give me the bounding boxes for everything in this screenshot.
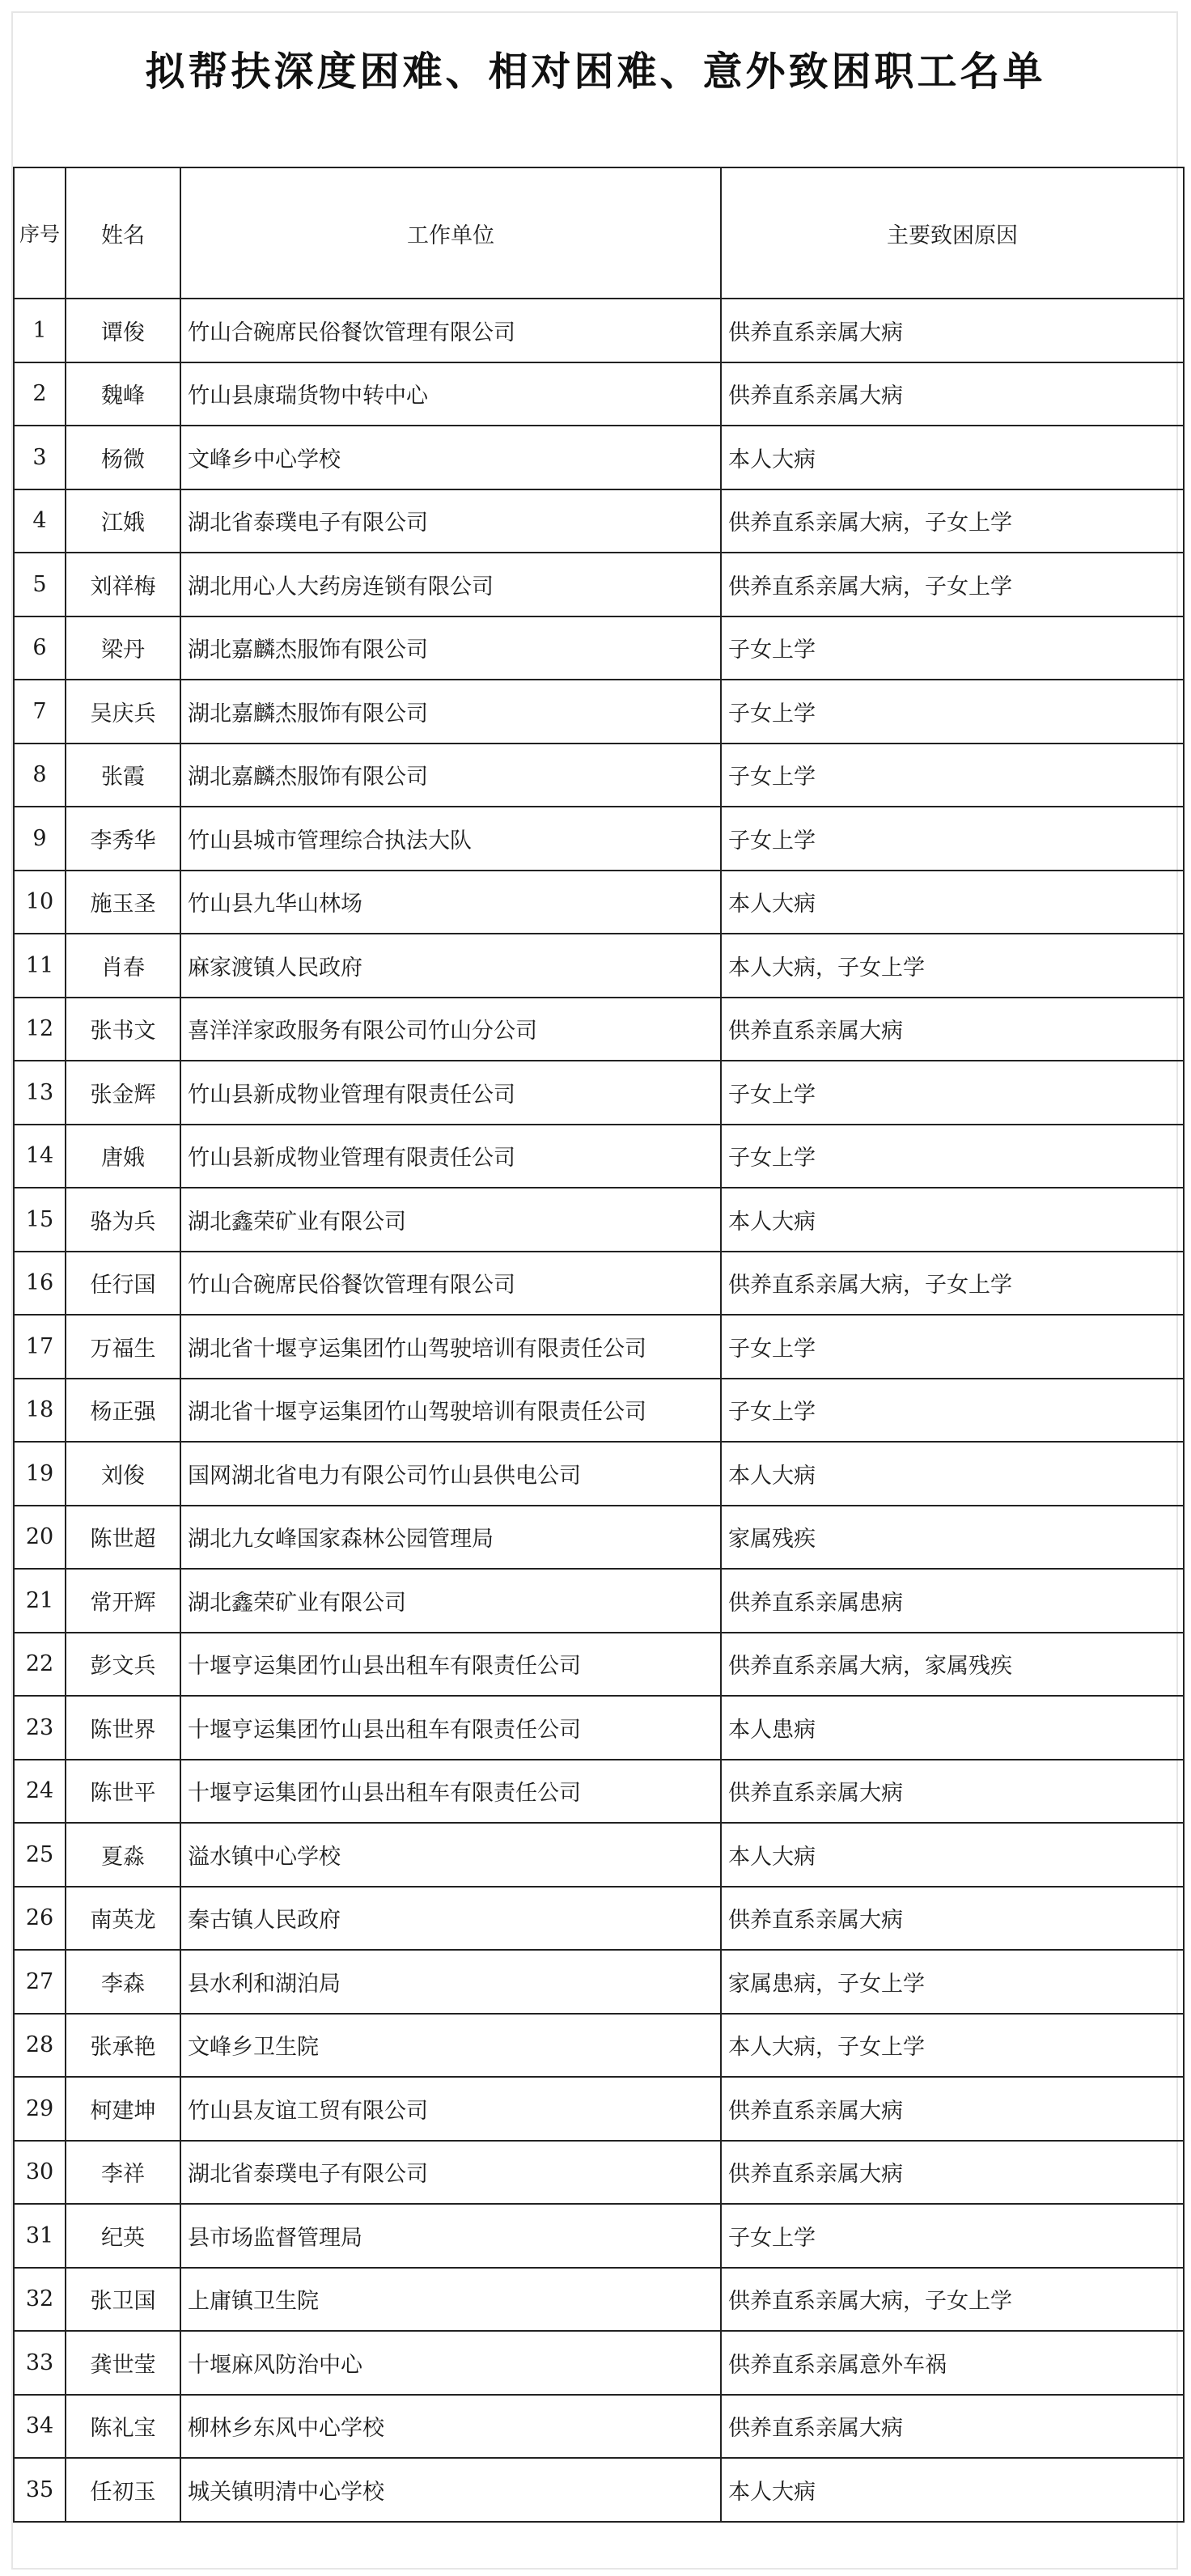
cell-no: 15 <box>14 1188 66 1252</box>
cell-name: 杨正强 <box>66 1379 180 1443</box>
cell-no: 9 <box>14 807 66 871</box>
cell-org: 十堰亨运集团竹山县出租车有限责任公司 <box>180 1633 721 1697</box>
table-row <box>14 998 1184 1061</box>
cell-org: 湖北嘉麟杰服饰有限公司 <box>180 680 721 744</box>
cell-reason: 家属残疾 <box>721 1506 1184 1570</box>
cell-no: 22 <box>14 1633 66 1697</box>
table-row <box>14 553 1184 616</box>
cell-name: 施玉圣 <box>66 871 180 934</box>
cell-reason: 子女上学 <box>721 1061 1184 1125</box>
cell-no: 8 <box>14 744 66 807</box>
cell-no: 2 <box>14 362 66 426</box>
cell-no: 26 <box>14 1887 66 1951</box>
table-row <box>14 1188 1184 1252</box>
table-row <box>14 1696 1184 1760</box>
table-row <box>14 744 1184 807</box>
table-row <box>14 934 1184 998</box>
table-row <box>14 616 1184 680</box>
table-row <box>14 426 1184 489</box>
cell-org: 竹山县新成物业管理有限责任公司 <box>180 1061 721 1125</box>
cell-no: 6 <box>14 616 66 680</box>
roster-table <box>13 167 1185 2523</box>
cell-no: 29 <box>14 2077 66 2141</box>
cell-reason: 供养直系亲属大病 <box>721 2395 1184 2459</box>
cell-reason: 供养直系亲属大病，子女上学 <box>721 489 1184 553</box>
cell-no: 35 <box>14 2458 66 2522</box>
cell-org: 湖北用心人大药房连锁有限公司 <box>180 553 721 616</box>
cell-org: 竹山县九华山林场 <box>180 871 721 934</box>
cell-org: 湖北省泰璞电子有限公司 <box>180 489 721 553</box>
table-row <box>14 2395 1184 2459</box>
cell-reason: 供养直系亲属患病 <box>721 1569 1184 1633</box>
cell-org: 城关镇明清中心学校 <box>180 2458 721 2522</box>
cell-reason: 本人患病 <box>721 1696 1184 1760</box>
cell-name: 杨微 <box>66 426 180 489</box>
table-row <box>14 362 1184 426</box>
cell-no: 5 <box>14 553 66 616</box>
cell-org: 湖北鑫荣矿业有限公司 <box>180 1188 721 1252</box>
table-row <box>14 871 1184 934</box>
cell-reason: 子女上学 <box>721 744 1184 807</box>
cell-no: 28 <box>14 2014 66 2078</box>
cell-reason: 本人大病，子女上学 <box>721 934 1184 998</box>
cell-reason: 供养直系亲属大病，子女上学 <box>721 1252 1184 1316</box>
cell-no: 25 <box>14 1823 66 1887</box>
cell-reason: 本人大病 <box>721 1823 1184 1887</box>
table-row <box>14 2204 1184 2268</box>
table-row <box>14 807 1184 871</box>
cell-name: 刘祥梅 <box>66 553 180 616</box>
cell-name: 任行国 <box>66 1252 180 1316</box>
cell-no: 16 <box>14 1252 66 1316</box>
cell-reason: 子女上学 <box>721 680 1184 744</box>
cell-reason: 供养直系亲属大病 <box>721 1760 1184 1824</box>
cell-org: 竹山县城市管理综合执法大队 <box>180 807 721 871</box>
cell-reason: 供养直系亲属大病 <box>721 1887 1184 1951</box>
cell-name: 常开辉 <box>66 1569 180 1633</box>
table-row <box>14 1442 1184 1506</box>
cell-org: 上庸镇卫生院 <box>180 2268 721 2332</box>
table-row <box>14 2458 1184 2522</box>
cell-name: 陈世平 <box>66 1760 180 1824</box>
cell-name: 张书文 <box>66 998 180 1061</box>
cell-name: 李秀华 <box>66 807 180 871</box>
cell-name: 张金辉 <box>66 1061 180 1125</box>
cell-org: 竹山合碗席民俗餐饮管理有限公司 <box>180 299 721 362</box>
table-row <box>14 1633 1184 1697</box>
cell-no: 20 <box>14 1506 66 1570</box>
table-row <box>14 1887 1184 1951</box>
cell-no: 27 <box>14 1950 66 2014</box>
cell-org: 十堰亨运集团竹山县出租车有限责任公司 <box>180 1696 721 1760</box>
cell-name: 彭文兵 <box>66 1633 180 1697</box>
cell-org: 湖北鑫荣矿业有限公司 <box>180 1569 721 1633</box>
cell-org: 湖北嘉麟杰服饰有限公司 <box>180 616 721 680</box>
cell-name: 肖春 <box>66 934 180 998</box>
cell-no: 12 <box>14 998 66 1061</box>
cell-reason: 子女上学 <box>721 616 1184 680</box>
cell-reason: 供养直系亲属大病，家属残疾 <box>721 1633 1184 1697</box>
cell-reason: 子女上学 <box>721 2204 1184 2268</box>
cell-org: 竹山县新成物业管理有限责任公司 <box>180 1125 721 1188</box>
cell-name: 南英龙 <box>66 1887 180 1951</box>
table-row <box>14 1569 1184 1633</box>
table-row <box>14 2268 1184 2332</box>
cell-reason: 本人大病 <box>721 871 1184 934</box>
cell-name: 陈世界 <box>66 1696 180 1760</box>
table-body <box>14 299 1184 2522</box>
cell-reason: 家属患病，子女上学 <box>721 1950 1184 2014</box>
cell-reason: 供养直系亲属意外车祸 <box>721 2331 1184 2395</box>
cell-org: 县水利和湖泊局 <box>180 1950 721 2014</box>
table-row <box>14 2014 1184 2078</box>
cell-no: 4 <box>14 489 66 553</box>
column-header-no: 序号 <box>14 167 66 299</box>
cell-no: 30 <box>14 2141 66 2205</box>
cell-no: 19 <box>14 1442 66 1506</box>
table-row <box>14 1252 1184 1316</box>
cell-name: 陈世超 <box>66 1506 180 1570</box>
cell-reason: 本人大病 <box>721 2458 1184 2522</box>
cell-org: 竹山县友谊工贸有限公司 <box>180 2077 721 2141</box>
cell-no: 23 <box>14 1696 66 1760</box>
cell-name: 张承艳 <box>66 2014 180 2078</box>
cell-name: 张霞 <box>66 744 180 807</box>
table-row <box>14 680 1184 744</box>
cell-org: 柳林乡东风中心学校 <box>180 2395 721 2459</box>
cell-org: 湖北嘉麟杰服饰有限公司 <box>180 744 721 807</box>
cell-no: 34 <box>14 2395 66 2459</box>
cell-reason: 本人大病 <box>721 426 1184 489</box>
header-row <box>14 167 1184 299</box>
cell-org: 国网湖北省电力有限公司竹山县供电公司 <box>180 1442 721 1506</box>
cell-reason: 供养直系亲属大病 <box>721 998 1184 1061</box>
cell-no: 18 <box>14 1379 66 1443</box>
table-row <box>14 1823 1184 1887</box>
cell-name: 龚世莹 <box>66 2331 180 2395</box>
cell-reason: 本人大病 <box>721 1442 1184 1506</box>
cell-org: 湖北九女峰国家森林公园管理局 <box>180 1506 721 1570</box>
table-row <box>14 1506 1184 1570</box>
cell-no: 21 <box>14 1569 66 1633</box>
column-header-reason: 主要致困原因 <box>721 167 1184 299</box>
table-row <box>14 1379 1184 1443</box>
cell-reason: 供养直系亲属大病，子女上学 <box>721 2268 1184 2332</box>
cell-name: 李祥 <box>66 2141 180 2205</box>
cell-no: 7 <box>14 680 66 744</box>
cell-name: 万福生 <box>66 1315 180 1379</box>
column-header-org: 工作单位 <box>180 167 721 299</box>
cell-no: 10 <box>14 871 66 934</box>
cell-reason: 供养直系亲属大病 <box>721 362 1184 426</box>
cell-no: 13 <box>14 1061 66 1125</box>
cell-reason: 供养直系亲属大病，子女上学 <box>721 553 1184 616</box>
table-row <box>14 2077 1184 2141</box>
cell-reason: 子女上学 <box>721 1125 1184 1188</box>
cell-name: 夏淼 <box>66 1823 180 1887</box>
cell-name: 任初玉 <box>66 2458 180 2522</box>
cell-no: 24 <box>14 1760 66 1824</box>
cell-org: 十堰麻风防治中心 <box>180 2331 721 2395</box>
cell-name: 谭俊 <box>66 299 180 362</box>
cell-org: 溢水镇中心学校 <box>180 1823 721 1887</box>
cell-no: 17 <box>14 1315 66 1379</box>
cell-org: 十堰亨运集团竹山县出租车有限责任公司 <box>180 1760 721 1824</box>
cell-name: 骆为兵 <box>66 1188 180 1252</box>
cell-reason: 子女上学 <box>721 1315 1184 1379</box>
cell-org: 竹山合碗席民俗餐饮管理有限公司 <box>180 1252 721 1316</box>
cell-org: 湖北省十堰亨运集团竹山驾驶培训有限责任公司 <box>180 1379 721 1443</box>
cell-reason: 本人大病，子女上学 <box>721 2014 1184 2078</box>
cell-org: 湖北省十堰亨运集团竹山驾驶培训有限责任公司 <box>180 1315 721 1379</box>
page-title: 拟帮扶深度困难、相对困难、意外致困职工名单 <box>145 49 1046 95</box>
cell-name: 魏峰 <box>66 362 180 426</box>
table-header <box>14 167 1184 299</box>
cell-name: 纪英 <box>66 2204 180 2268</box>
table-row <box>14 299 1184 362</box>
table-row <box>14 1760 1184 1824</box>
cell-name: 柯建坤 <box>66 2077 180 2141</box>
cell-no: 32 <box>14 2268 66 2332</box>
cell-org: 湖北省泰璞电子有限公司 <box>180 2141 721 2205</box>
cell-reason: 子女上学 <box>721 1379 1184 1443</box>
cell-no: 31 <box>14 2204 66 2268</box>
cell-name: 陈礼宝 <box>66 2395 180 2459</box>
column-header-name: 姓名 <box>66 167 180 299</box>
cell-org: 竹山县康瑞货物中转中心 <box>180 362 721 426</box>
table-row <box>14 1315 1184 1379</box>
table-row <box>14 1125 1184 1188</box>
table-row <box>14 489 1184 553</box>
cell-no: 11 <box>14 934 66 998</box>
cell-org: 文峰乡中心学校 <box>180 426 721 489</box>
cell-reason: 本人大病 <box>721 1188 1184 1252</box>
cell-org: 秦古镇人民政府 <box>180 1887 721 1951</box>
cell-no: 33 <box>14 2331 66 2395</box>
cell-name: 梁丹 <box>66 616 180 680</box>
cell-no: 1 <box>14 299 66 362</box>
cell-name: 张卫国 <box>66 2268 180 2332</box>
table-row <box>14 2141 1184 2205</box>
cell-reason: 供养直系亲属大病 <box>721 299 1184 362</box>
cell-name: 江娥 <box>66 489 180 553</box>
cell-name: 吴庆兵 <box>66 680 180 744</box>
table-row <box>14 2331 1184 2395</box>
cell-org: 县市场监督管理局 <box>180 2204 721 2268</box>
cell-org: 喜洋洋家政服务有限公司竹山分公司 <box>180 998 721 1061</box>
cell-no: 3 <box>14 426 66 489</box>
cell-name: 李森 <box>66 1950 180 2014</box>
cell-name: 刘俊 <box>66 1442 180 1506</box>
cell-reason: 供养直系亲属大病 <box>721 2077 1184 2141</box>
cell-name: 唐娥 <box>66 1125 180 1188</box>
table-row <box>14 1061 1184 1125</box>
cell-reason: 子女上学 <box>721 807 1184 871</box>
cell-no: 14 <box>14 1125 66 1188</box>
table-row <box>14 1950 1184 2014</box>
cell-org: 文峰乡卫生院 <box>180 2014 721 2078</box>
cell-org: 麻家渡镇人民政府 <box>180 934 721 998</box>
cell-reason: 供养直系亲属大病 <box>721 2141 1184 2205</box>
